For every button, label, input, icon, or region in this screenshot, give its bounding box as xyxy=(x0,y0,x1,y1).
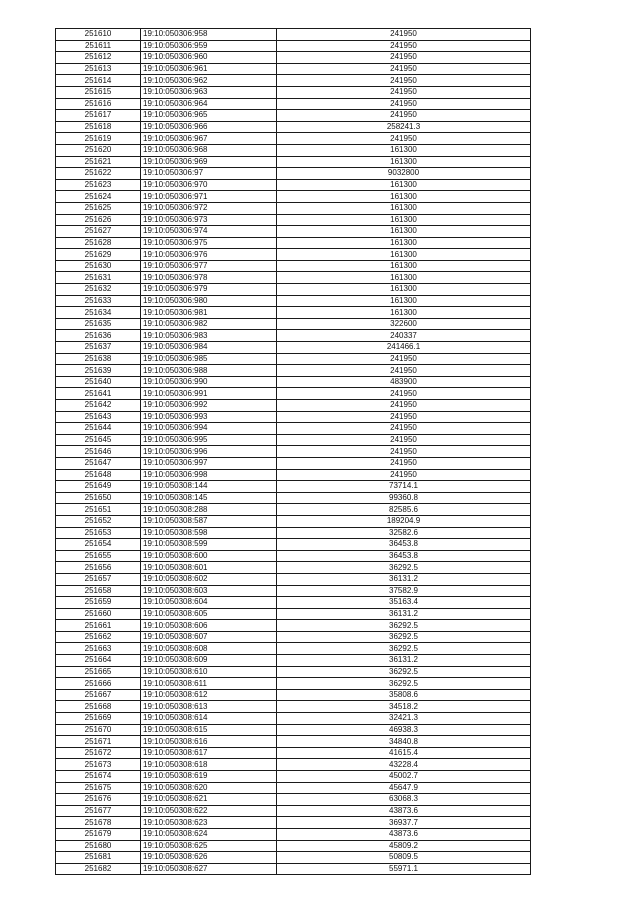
table-row xyxy=(56,747,531,759)
cadastral-number-cell: 19:10:050308:627 xyxy=(141,863,277,875)
row-number-cell: 251627 xyxy=(56,226,141,238)
cadastral-number-cell: 19:10:050308:607 xyxy=(141,631,277,643)
value-cell: 36292.5 xyxy=(277,666,531,678)
cadastral-number-cell: 19:10:050306:981 xyxy=(141,307,277,319)
value-cell: 43228.4 xyxy=(277,759,531,771)
value-cell: 34840.8 xyxy=(277,736,531,748)
row-number-cell: 251677 xyxy=(56,805,141,817)
row-number-cell: 251678 xyxy=(56,817,141,829)
row-number-cell: 251632 xyxy=(56,284,141,296)
cadastral-number-cell: 19:10:050306:998 xyxy=(141,469,277,481)
cadastral-number-cell: 19:10:050308:608 xyxy=(141,643,277,655)
value-cell: 483900 xyxy=(277,376,531,388)
row-number-cell: 251615 xyxy=(56,86,141,98)
cadastral-number-cell: 19:10:050306:958 xyxy=(141,29,277,41)
value-cell: 45647.9 xyxy=(277,782,531,794)
table-row xyxy=(56,643,531,655)
cadastral-number-cell: 19:10:050306:965 xyxy=(141,110,277,122)
value-cell: 36131.2 xyxy=(277,655,531,667)
table-row xyxy=(56,121,531,133)
cadastral-number-cell: 19:10:050308:619 xyxy=(141,771,277,783)
cadastral-number-cell: 19:10:050306:969 xyxy=(141,156,277,168)
cadastral-number-cell: 19:10:050308:601 xyxy=(141,562,277,574)
value-cell: 241950 xyxy=(277,365,531,377)
table-row xyxy=(56,284,531,296)
value-cell: 32582.6 xyxy=(277,527,531,539)
table-row xyxy=(56,330,531,342)
row-number-cell: 251665 xyxy=(56,666,141,678)
row-number-cell: 251653 xyxy=(56,527,141,539)
cadastral-number-cell: 19:10:050306:962 xyxy=(141,75,277,87)
table-row xyxy=(56,446,531,458)
row-number-cell: 251623 xyxy=(56,179,141,191)
row-number-cell: 251663 xyxy=(56,643,141,655)
table-row xyxy=(56,307,531,319)
table-row xyxy=(56,782,531,794)
table-row xyxy=(56,214,531,226)
cadastral-number-cell: 19:10:050306:97 xyxy=(141,168,277,180)
value-cell: 161300 xyxy=(277,249,531,261)
value-cell: 73714.1 xyxy=(277,481,531,493)
cadastral-number-cell: 19:10:050308:598 xyxy=(141,527,277,539)
value-cell: 241950 xyxy=(277,400,531,412)
value-cell: 99360.8 xyxy=(277,492,531,504)
cadastral-number-cell: 19:10:050308:599 xyxy=(141,539,277,551)
value-cell: 241466.1 xyxy=(277,342,531,354)
cadastral-number-cell: 19:10:050308:604 xyxy=(141,597,277,609)
row-number-cell: 251657 xyxy=(56,573,141,585)
row-number-cell: 251673 xyxy=(56,759,141,771)
table-row xyxy=(56,539,531,551)
cadastral-number-cell: 19:10:050306:966 xyxy=(141,121,277,133)
table-row xyxy=(56,226,531,238)
value-cell: 161300 xyxy=(277,307,531,319)
value-cell: 34518.2 xyxy=(277,701,531,713)
row-number-cell: 251612 xyxy=(56,52,141,64)
value-cell: 36131.2 xyxy=(277,573,531,585)
table-row xyxy=(56,689,531,701)
cadastral-number-cell: 19:10:050306:972 xyxy=(141,202,277,214)
row-number-cell: 251624 xyxy=(56,191,141,203)
row-number-cell: 251611 xyxy=(56,40,141,52)
value-cell: 241950 xyxy=(277,40,531,52)
table-row xyxy=(56,110,531,122)
row-number-cell: 251672 xyxy=(56,747,141,759)
cadastral-number-cell: 19:10:050306:992 xyxy=(141,400,277,412)
value-cell: 41615.4 xyxy=(277,747,531,759)
row-number-cell: 251613 xyxy=(56,63,141,75)
row-number-cell: 251635 xyxy=(56,318,141,330)
cadastral-number-cell: 19:10:050306:984 xyxy=(141,342,277,354)
cadastral-number-cell: 19:10:050308:620 xyxy=(141,782,277,794)
value-cell: 322600 xyxy=(277,318,531,330)
table-row xyxy=(56,29,531,41)
table-row xyxy=(56,620,531,632)
table-row xyxy=(56,400,531,412)
table-row xyxy=(56,631,531,643)
cadastral-number-cell: 19:10:050308:616 xyxy=(141,736,277,748)
table-row xyxy=(56,133,531,145)
table-row xyxy=(56,202,531,214)
table-row xyxy=(56,179,531,191)
value-cell: 36292.5 xyxy=(277,620,531,632)
table-row xyxy=(56,666,531,678)
value-cell: 161300 xyxy=(277,156,531,168)
row-number-cell: 251661 xyxy=(56,620,141,632)
value-cell: 161300 xyxy=(277,214,531,226)
row-number-cell: 251616 xyxy=(56,98,141,110)
cadastral-number-cell: 19:10:050308:602 xyxy=(141,573,277,585)
row-number-cell: 251659 xyxy=(56,597,141,609)
cadastral-number-cell: 19:10:050306:988 xyxy=(141,365,277,377)
row-number-cell: 251628 xyxy=(56,237,141,249)
value-cell: 63068.3 xyxy=(277,794,531,806)
value-cell: 161300 xyxy=(277,202,531,214)
row-number-cell: 251647 xyxy=(56,457,141,469)
cadastral-number-cell: 19:10:050306:977 xyxy=(141,260,277,272)
cadastral-number-cell: 19:10:050308:624 xyxy=(141,828,277,840)
cadastral-number-cell: 19:10:050306:996 xyxy=(141,446,277,458)
table-row xyxy=(56,805,531,817)
table-row xyxy=(56,98,531,110)
row-number-cell: 251619 xyxy=(56,133,141,145)
cadastral-number-cell: 19:10:050308:288 xyxy=(141,504,277,516)
table-row xyxy=(56,144,531,156)
table-row xyxy=(56,376,531,388)
row-number-cell: 251651 xyxy=(56,504,141,516)
row-number-cell: 251610 xyxy=(56,29,141,41)
cadastral-number-cell: 19:10:050308:617 xyxy=(141,747,277,759)
table-row xyxy=(56,550,531,562)
cadastral-number-cell: 19:10:050306:983 xyxy=(141,330,277,342)
table-row xyxy=(56,342,531,354)
cadastral-number-cell: 19:10:050306:959 xyxy=(141,40,277,52)
value-cell: 36292.5 xyxy=(277,631,531,643)
value-cell: 45809.2 xyxy=(277,840,531,852)
row-number-cell: 251670 xyxy=(56,724,141,736)
table-row xyxy=(56,562,531,574)
value-cell: 43873.6 xyxy=(277,805,531,817)
value-cell: 161300 xyxy=(277,295,531,307)
cadastral-number-cell: 19:10:050306:991 xyxy=(141,388,277,400)
row-number-cell: 251629 xyxy=(56,249,141,261)
row-number-cell: 251652 xyxy=(56,515,141,527)
row-number-cell: 251669 xyxy=(56,713,141,725)
cadastral-number-cell: 19:10:050308:618 xyxy=(141,759,277,771)
table-row xyxy=(56,817,531,829)
row-number-cell: 251674 xyxy=(56,771,141,783)
cadastral-number-cell: 19:10:050306:993 xyxy=(141,411,277,423)
table-row xyxy=(56,260,531,272)
cadastral-number-cell: 19:10:050308:610 xyxy=(141,666,277,678)
table-row xyxy=(56,86,531,98)
table-row xyxy=(56,759,531,771)
cadastral-number-cell: 19:10:050306:982 xyxy=(141,318,277,330)
table-row xyxy=(56,863,531,875)
row-number-cell: 251621 xyxy=(56,156,141,168)
value-cell: 241950 xyxy=(277,86,531,98)
cadastral-number-cell: 19:10:050306:967 xyxy=(141,133,277,145)
table-row xyxy=(56,156,531,168)
cadastral-number-cell: 19:10:050306:960 xyxy=(141,52,277,64)
row-number-cell: 251655 xyxy=(56,550,141,562)
row-number-cell: 251631 xyxy=(56,272,141,284)
row-number-cell: 251658 xyxy=(56,585,141,597)
table-row xyxy=(56,852,531,864)
row-number-cell: 251671 xyxy=(56,736,141,748)
row-number-cell: 251667 xyxy=(56,689,141,701)
cadastral-number-cell: 19:10:050308:621 xyxy=(141,794,277,806)
value-cell: 35163.4 xyxy=(277,597,531,609)
cadastral-number-cell: 19:10:050306:961 xyxy=(141,63,277,75)
table-body xyxy=(56,29,531,875)
row-number-cell: 251638 xyxy=(56,353,141,365)
cadastral-number-cell: 19:10:050308:614 xyxy=(141,713,277,725)
row-number-cell: 251682 xyxy=(56,863,141,875)
row-number-cell: 251666 xyxy=(56,678,141,690)
value-cell: 36453.8 xyxy=(277,550,531,562)
value-cell: 241950 xyxy=(277,469,531,481)
value-cell: 161300 xyxy=(277,237,531,249)
table-row xyxy=(56,771,531,783)
cadastral-number-cell: 19:10:050306:964 xyxy=(141,98,277,110)
row-number-cell: 251675 xyxy=(56,782,141,794)
table-row xyxy=(56,191,531,203)
value-cell: 241950 xyxy=(277,98,531,110)
cadastral-number-cell: 19:10:050306:963 xyxy=(141,86,277,98)
row-number-cell: 251620 xyxy=(56,144,141,156)
table-row xyxy=(56,840,531,852)
table-row xyxy=(56,713,531,725)
row-number-cell: 251617 xyxy=(56,110,141,122)
row-number-cell: 251614 xyxy=(56,75,141,87)
row-number-cell: 251668 xyxy=(56,701,141,713)
value-cell: 36453.8 xyxy=(277,539,531,551)
table-row xyxy=(56,411,531,423)
value-cell: 189204.9 xyxy=(277,515,531,527)
value-cell: 258241.3 xyxy=(277,121,531,133)
value-cell: 161300 xyxy=(277,179,531,191)
table-row xyxy=(56,492,531,504)
cadastral-number-cell: 19:10:050308:145 xyxy=(141,492,277,504)
cadastral-number-cell: 19:10:050308:613 xyxy=(141,701,277,713)
cadastral-number-cell: 19:10:050306:994 xyxy=(141,423,277,435)
table-row xyxy=(56,724,531,736)
value-cell: 9032800 xyxy=(277,168,531,180)
cadastral-number-cell: 19:10:050308:605 xyxy=(141,608,277,620)
cadastral-number-cell: 19:10:050306:973 xyxy=(141,214,277,226)
value-cell: 161300 xyxy=(277,144,531,156)
table-row xyxy=(56,481,531,493)
row-number-cell: 251656 xyxy=(56,562,141,574)
value-cell: 36937.7 xyxy=(277,817,531,829)
table-row xyxy=(56,249,531,261)
value-cell: 241950 xyxy=(277,133,531,145)
value-cell: 161300 xyxy=(277,272,531,284)
row-number-cell: 251643 xyxy=(56,411,141,423)
value-cell: 241950 xyxy=(277,110,531,122)
cadastral-number-cell: 19:10:050306:997 xyxy=(141,457,277,469)
value-cell: 161300 xyxy=(277,260,531,272)
cadastral-number-cell: 19:10:050308:612 xyxy=(141,689,277,701)
row-number-cell: 251680 xyxy=(56,840,141,852)
value-cell: 36292.5 xyxy=(277,678,531,690)
table-row xyxy=(56,318,531,330)
row-number-cell: 251646 xyxy=(56,446,141,458)
cadastral-number-cell: 19:10:050306:980 xyxy=(141,295,277,307)
value-cell: 161300 xyxy=(277,191,531,203)
row-number-cell: 251618 xyxy=(56,121,141,133)
cadastral-number-cell: 19:10:050308:609 xyxy=(141,655,277,667)
row-number-cell: 251649 xyxy=(56,481,141,493)
cadastral-number-cell: 19:10:050308:611 xyxy=(141,678,277,690)
row-number-cell: 251644 xyxy=(56,423,141,435)
row-number-cell: 251648 xyxy=(56,469,141,481)
cadastral-number-cell: 19:10:050306:976 xyxy=(141,249,277,261)
row-number-cell: 251645 xyxy=(56,434,141,446)
value-cell: 36131.2 xyxy=(277,608,531,620)
table-row xyxy=(56,678,531,690)
value-cell: 35808.6 xyxy=(277,689,531,701)
cadastral-number-cell: 19:10:050308:603 xyxy=(141,585,277,597)
table-row xyxy=(56,295,531,307)
table-row xyxy=(56,608,531,620)
value-cell: 241950 xyxy=(277,63,531,75)
table-row xyxy=(56,434,531,446)
value-cell: 55971.1 xyxy=(277,863,531,875)
table-row xyxy=(56,168,531,180)
cadastral-number-cell: 19:10:050306:970 xyxy=(141,179,277,191)
value-cell: 32421.3 xyxy=(277,713,531,725)
table-row xyxy=(56,597,531,609)
table-row xyxy=(56,237,531,249)
cadastral-number-cell: 19:10:050306:975 xyxy=(141,237,277,249)
value-cell: 161300 xyxy=(277,226,531,238)
table-row xyxy=(56,701,531,713)
value-cell: 241950 xyxy=(277,457,531,469)
row-number-cell: 251650 xyxy=(56,492,141,504)
row-number-cell: 251676 xyxy=(56,794,141,806)
row-number-cell: 251640 xyxy=(56,376,141,388)
table-row xyxy=(56,469,531,481)
cadastral-number-cell: 19:10:050306:978 xyxy=(141,272,277,284)
table-row xyxy=(56,353,531,365)
row-number-cell: 251630 xyxy=(56,260,141,272)
table-row xyxy=(56,828,531,840)
cadastral-number-cell: 19:10:050308:625 xyxy=(141,840,277,852)
table-row xyxy=(56,388,531,400)
row-number-cell: 251626 xyxy=(56,214,141,226)
value-cell: 241950 xyxy=(277,434,531,446)
table-row xyxy=(56,794,531,806)
table-row xyxy=(56,40,531,52)
row-number-cell: 251637 xyxy=(56,342,141,354)
value-cell: 161300 xyxy=(277,284,531,296)
value-cell: 241950 xyxy=(277,29,531,41)
row-number-cell: 251636 xyxy=(56,330,141,342)
row-number-cell: 251633 xyxy=(56,295,141,307)
data-table xyxy=(55,28,531,875)
row-number-cell: 251634 xyxy=(56,307,141,319)
table-row xyxy=(56,527,531,539)
cadastral-number-cell: 19:10:050306:974 xyxy=(141,226,277,238)
row-number-cell: 251662 xyxy=(56,631,141,643)
table-row xyxy=(56,63,531,75)
value-cell: 36292.5 xyxy=(277,643,531,655)
row-number-cell: 251639 xyxy=(56,365,141,377)
row-number-cell: 251660 xyxy=(56,608,141,620)
row-number-cell: 251681 xyxy=(56,852,141,864)
row-number-cell: 251642 xyxy=(56,400,141,412)
table-row xyxy=(56,585,531,597)
row-number-cell: 251679 xyxy=(56,828,141,840)
cadastral-number-cell: 19:10:050308:144 xyxy=(141,481,277,493)
cadastral-number-cell: 19:10:050306:995 xyxy=(141,434,277,446)
cadastral-number-cell: 19:10:050308:600 xyxy=(141,550,277,562)
table-row xyxy=(56,573,531,585)
table-row xyxy=(56,52,531,64)
cadastral-number-cell: 19:10:050308:626 xyxy=(141,852,277,864)
value-cell: 241950 xyxy=(277,446,531,458)
table-row xyxy=(56,272,531,284)
table-row xyxy=(56,515,531,527)
row-number-cell: 251664 xyxy=(56,655,141,667)
value-cell: 240337 xyxy=(277,330,531,342)
value-cell: 36292.5 xyxy=(277,562,531,574)
cadastral-number-cell: 19:10:050306:990 xyxy=(141,376,277,388)
cadastral-number-cell: 19:10:050306:979 xyxy=(141,284,277,296)
cadastral-number-cell: 19:10:050306:971 xyxy=(141,191,277,203)
row-number-cell: 251654 xyxy=(56,539,141,551)
cadastral-number-cell: 19:10:050308:587 xyxy=(141,515,277,527)
table-row xyxy=(56,655,531,667)
value-cell: 241950 xyxy=(277,75,531,87)
table-row xyxy=(56,504,531,516)
value-cell: 241950 xyxy=(277,52,531,64)
cadastral-number-cell: 19:10:050308:622 xyxy=(141,805,277,817)
table-row xyxy=(56,457,531,469)
row-number-cell: 251625 xyxy=(56,202,141,214)
value-cell: 241950 xyxy=(277,353,531,365)
value-cell: 46938.3 xyxy=(277,724,531,736)
row-number-cell: 251622 xyxy=(56,168,141,180)
cadastral-number-cell: 19:10:050306:968 xyxy=(141,144,277,156)
cadastral-number-cell: 19:10:050308:623 xyxy=(141,817,277,829)
value-cell: 241950 xyxy=(277,411,531,423)
value-cell: 241950 xyxy=(277,388,531,400)
row-number-cell: 251641 xyxy=(56,388,141,400)
value-cell: 241950 xyxy=(277,423,531,435)
value-cell: 37582.9 xyxy=(277,585,531,597)
cadastral-number-cell: 19:10:050308:606 xyxy=(141,620,277,632)
cadastral-number-cell: 19:10:050308:615 xyxy=(141,724,277,736)
table-row xyxy=(56,75,531,87)
table-row xyxy=(56,736,531,748)
value-cell: 50809.5 xyxy=(277,852,531,864)
value-cell: 82585.6 xyxy=(277,504,531,516)
table-row xyxy=(56,365,531,377)
value-cell: 43873.6 xyxy=(277,828,531,840)
cadastral-number-cell: 19:10:050306:985 xyxy=(141,353,277,365)
table-row xyxy=(56,423,531,435)
value-cell: 45002.7 xyxy=(277,771,531,783)
